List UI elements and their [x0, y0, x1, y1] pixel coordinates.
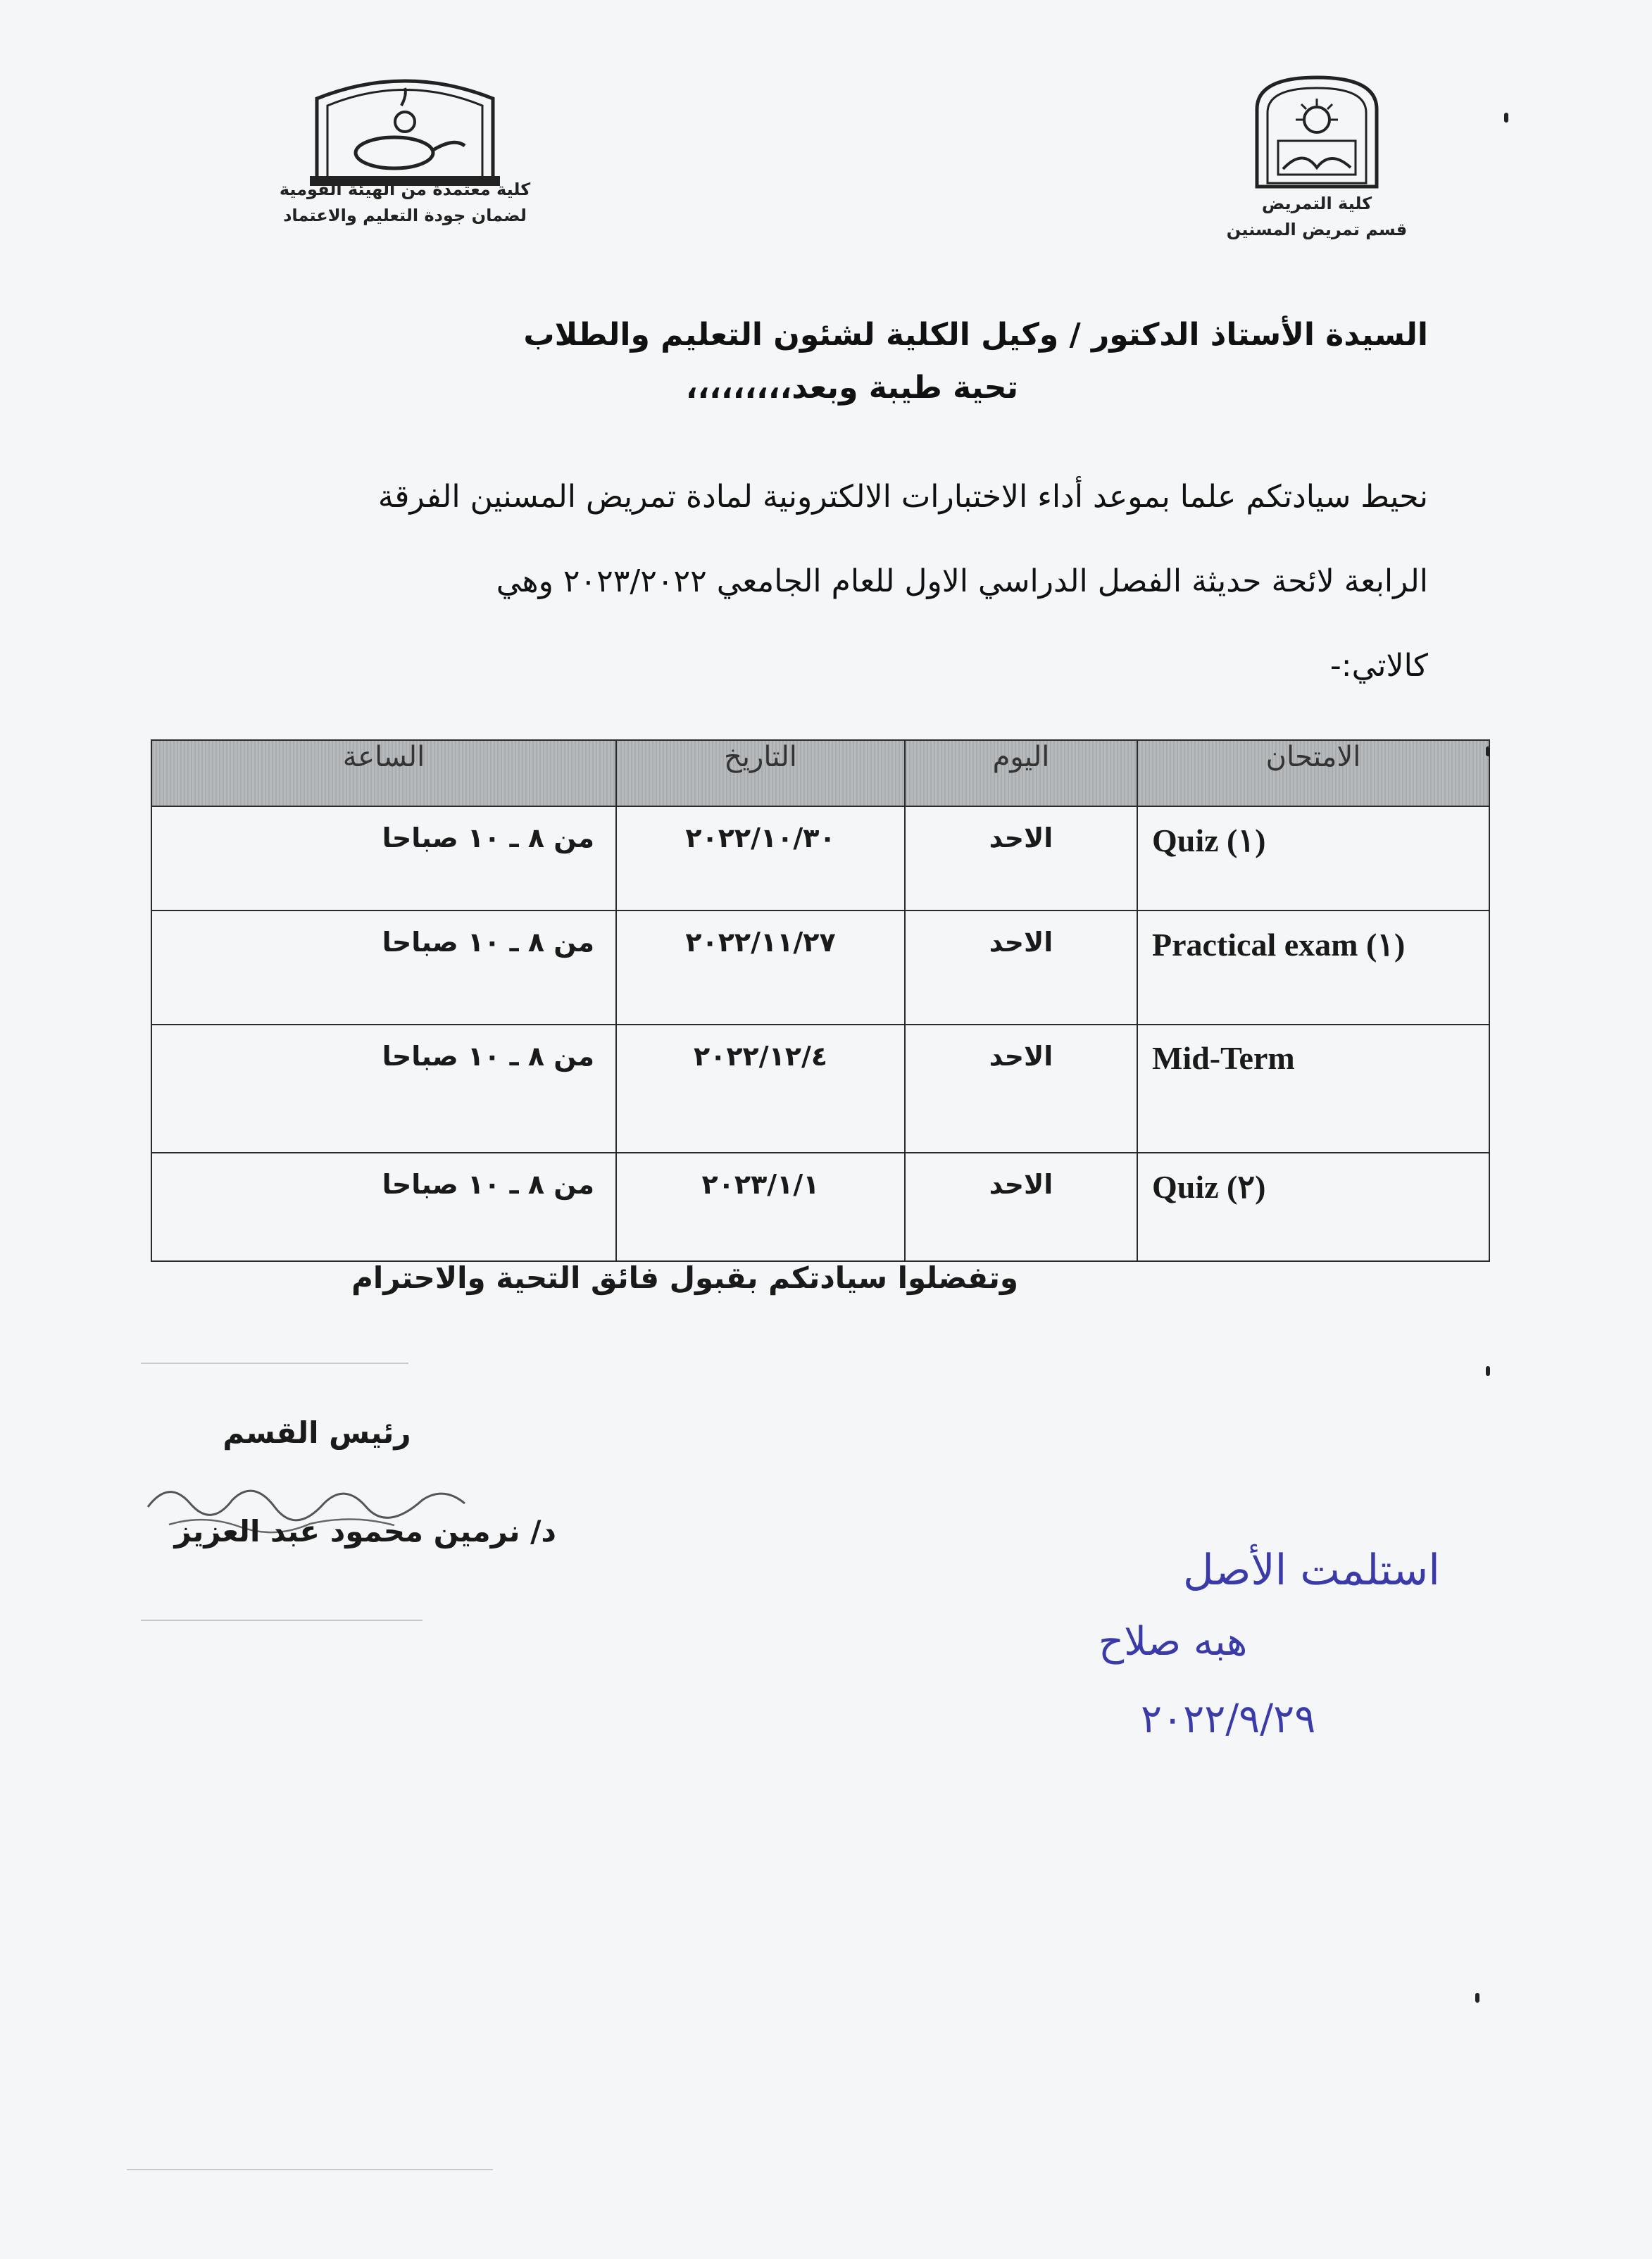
- scan-line: [141, 1363, 408, 1364]
- closing-line: وتفضلوا سيادتكم بقبول فائق التحية والاحترام: [351, 1260, 1018, 1295]
- scan-line: [141, 1620, 423, 1621]
- right-caption-line2: قسم تمريض المسنين: [1226, 220, 1408, 239]
- salutation-line2: تحية طيبة وبعد،،،،،،،،،: [685, 370, 1018, 406]
- header-time: الساعة: [151, 740, 616, 806]
- handwritten-receipt-note: [789, 1535, 1440, 1775]
- salutation-line1: السيدة الأستاذ الدكتور / وكيل الكلية لشئون التعليم والطلاب: [523, 317, 1428, 353]
- date-cell: ٢٠٢٣/١/١: [616, 1153, 905, 1261]
- table-row: [151, 1153, 1489, 1261]
- body-line3: كالاتي:-: [1329, 648, 1428, 684]
- header-exam: الامتحان: [1137, 740, 1489, 806]
- day-cell: الاحد: [905, 1153, 1137, 1261]
- table-row: [151, 1025, 1489, 1153]
- handwritten-note-line3: ٢٠٢٢/٩/٢٩: [1141, 1696, 1316, 1742]
- time-cell: من ٨ ـ ١٠ صباحا: [151, 1153, 616, 1261]
- exam-cell: Mid-Term: [1137, 1025, 1489, 1153]
- scan-dot: [1504, 113, 1508, 123]
- time-cell: من ٨ ـ ١٠ صباحا: [151, 1025, 616, 1153]
- body-line1: نحيط سيادتكم علما بموعد أداء الاختبارات الالكترونية لمادة تمريض المسنين الفرقة: [377, 479, 1428, 515]
- date-cell: ٢٠٢٢/١٠/٣٠: [616, 806, 905, 911]
- exam-schedule-table: [151, 739, 1490, 1262]
- scan-dot: [1475, 1993, 1479, 2003]
- university-logo-icon: [1239, 70, 1394, 190]
- exam-cell: Quiz (١): [1137, 806, 1489, 911]
- scan-line: [127, 2169, 493, 2170]
- exam-cell: Practical exam (١): [1137, 911, 1489, 1025]
- signature-title: رئيس القسم: [223, 1415, 411, 1450]
- date-cell: ٢٠٢٢/١١/٢٧: [616, 911, 905, 1025]
- day-cell: الاحد: [905, 806, 1137, 911]
- left-caption-line2: لضمان جودة التعليم والاعتماد: [283, 206, 527, 225]
- header-day: اليوم: [905, 740, 1137, 806]
- signature-name: د/ نرمين محمود عبد العزيز: [174, 1514, 556, 1548]
- table-row: [151, 911, 1489, 1025]
- header-date: التاريخ: [616, 740, 905, 806]
- exam-cell: Quiz (٢): [1137, 1153, 1489, 1261]
- handwritten-note-line1: استلمت الأصل: [1183, 1546, 1440, 1595]
- table-header-row: [151, 740, 1489, 806]
- body-line2: الرابعة لائحة حديثة الفصل الدراسي الاول للعام الجامعي ٢٠٢٣/٢٠٢٢ وهي: [496, 563, 1428, 599]
- left-caption-line1: كلية معتمدة من الهيئة القومية: [279, 180, 531, 199]
- time-cell: من ٨ ـ ١٠ صباحا: [151, 806, 616, 911]
- handwritten-note-line2: هبه صلاح: [1099, 1619, 1248, 1665]
- date-cell: ٢٠٢٢/١٢/٤: [616, 1025, 905, 1153]
- table-row: [151, 806, 1489, 911]
- scan-dot: [1486, 1366, 1490, 1376]
- time-cell: من ٨ ـ ١٠ صباحا: [151, 911, 616, 1025]
- day-cell: الاحد: [905, 911, 1137, 1025]
- right-caption-line1: كلية التمريض: [1261, 194, 1372, 213]
- day-cell: الاحد: [905, 1025, 1137, 1153]
- scan-dot: [1486, 746, 1490, 756]
